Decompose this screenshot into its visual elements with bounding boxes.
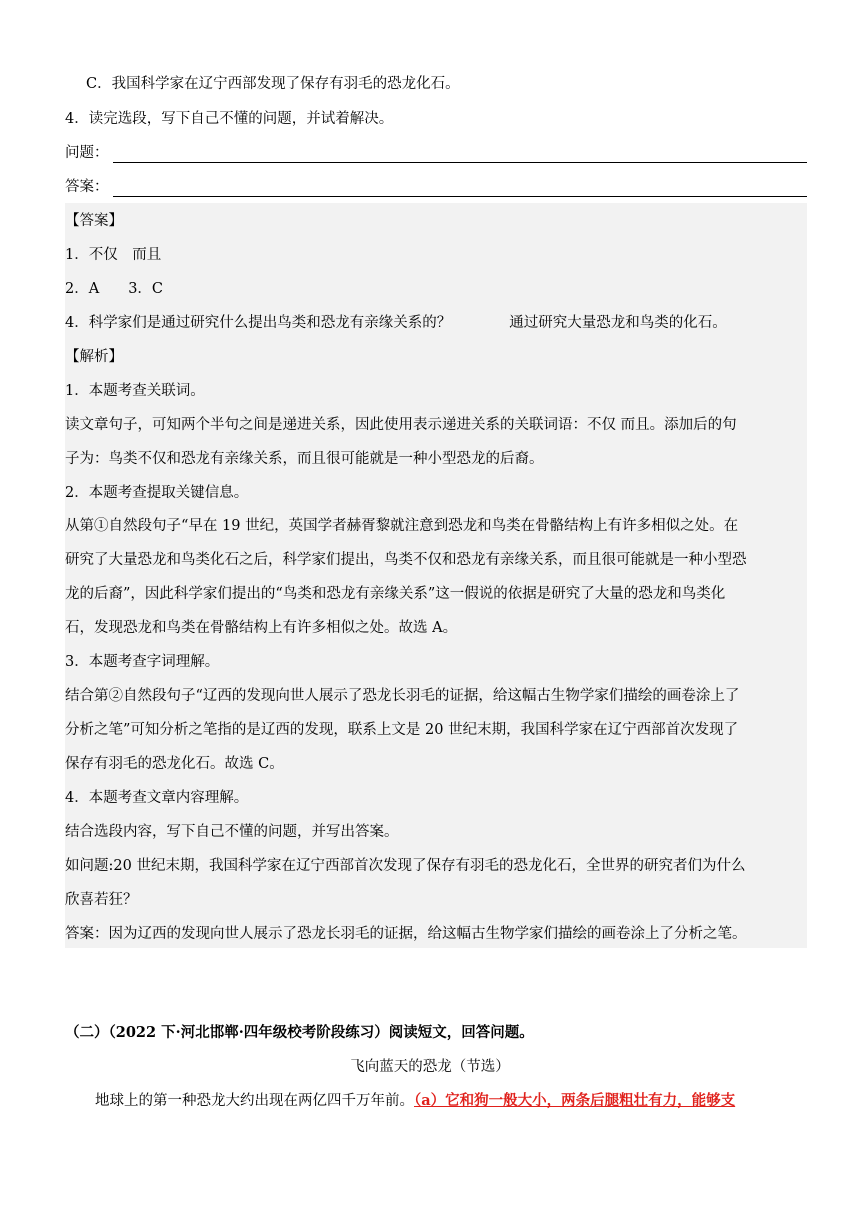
answer-4-answer: 通过研究大量恐龙和鸟类的化石。 xyxy=(509,315,727,331)
analysis-line: 分析之笔”可知分析之笔指的是辽西的发现，联系上文是 20 世纪末期，我国科学家在辽宁西部首次发现了 xyxy=(65,722,739,738)
analysis-line: 读文章句子，可知两个半句之间是递进关系，因此使用表示递进关系的关联词语：不仅 而且。添加后的句 xyxy=(65,417,737,433)
question-fill-row xyxy=(65,143,807,163)
answer-4-question: 4．科学家们是通过研究什么提出鸟类和恐龙有亲缘关系的？ xyxy=(65,315,452,331)
question-blank[interactable] xyxy=(113,146,808,163)
passage-title: 飞向蓝天的恐龙（节选） xyxy=(350,1059,510,1075)
analysis-line: 答案：因为辽西的发现向世人展示了恐龙长羽毛的证据，给这幅古生物学家们描绘的画卷涂上了分析之笔。 xyxy=(65,926,747,942)
analysis-line: 保存有羽毛的恐龙化石。故选 C。 xyxy=(65,756,284,772)
question-4: 4．读完选段，写下自己不懂的问题，并试着解决。 xyxy=(65,111,394,127)
answer-header: 【答案】 xyxy=(65,213,123,229)
analysis-line: 结合第②自然段句子“辽西的发现向世人展示了恐龙长羽毛的证据，给这幅古生物学家们描绘的画卷涂上了 xyxy=(65,688,740,704)
analysis-line: 石，发现恐龙和鸟类在骨骼结构上有许多相似之处。故选 A。 xyxy=(65,620,458,636)
analysis-line: 欣喜若狂？ xyxy=(65,892,138,908)
analysis-line: 2．本题考查提取关键信息。 xyxy=(65,485,249,501)
passage-text: 地球上的第一种恐龙大约出现在两亿四千万年前。 xyxy=(95,1093,414,1109)
answer-fill-row xyxy=(65,177,807,197)
analysis-line: 龙的后裔”，因此科学家们提出的“鸟类和恐龙有亲缘关系”这一假说的依据是研究了大量的恐龙和鸟类化 xyxy=(65,586,726,602)
answer-label: 答案： xyxy=(65,179,109,195)
analysis-line: 结合选段内容，写下自己不懂的问题，并写出答案。 xyxy=(65,824,399,840)
answer-2-3: 2．A 3．C xyxy=(65,281,164,297)
analysis-line: 4．本题考查文章内容理解。 xyxy=(65,790,249,806)
analysis-line: 1．本题考查关联词。 xyxy=(65,383,205,399)
analysis-line: 3．本题考查字词理解。 xyxy=(65,654,220,670)
answer-1: 1．不仅 而且 xyxy=(65,247,162,263)
highlighted-sentence-a: （a）它和狗一般大小，两条后腿粗壮有力，能够支 xyxy=(414,1092,736,1109)
section-2-header: （二）（2022 下·河北邯郸·四年级校考阶段练习）阅读短文，回答问题。 xyxy=(65,1024,534,1041)
analysis-line: 研究了大量恐龙和鸟类化石之后，科学家们提出，鸟类不仅和恐龙有亲缘关系，而且很可能就是一种小型恐 xyxy=(65,552,747,568)
option-c: C．我国科学家在辽宁西部发现了保存有羽毛的恐龙化石。 xyxy=(86,76,460,92)
analysis-line: 子为：鸟类不仅和恐龙有亲缘关系，而且很可能就是一种小型恐龙的后裔。 xyxy=(65,451,544,467)
question-label: 问题： xyxy=(65,145,109,161)
analysis-line: 从第①自然段句子“早在 19 世纪，英国学者赫胥黎就注意到恐龙和鸟类在骨骼结构上有许多相似之处。在 xyxy=(65,518,739,534)
analysis-header: 【解析】 xyxy=(65,349,123,365)
answer-blank[interactable] xyxy=(113,180,808,197)
answer-4 xyxy=(65,313,727,333)
analysis-line: 如问题:20 世纪末期，我国科学家在辽宁西部首次发现了保存有羽毛的恐龙化石，全世界的研究者们为什么 xyxy=(65,858,746,874)
passage-paragraph xyxy=(95,1091,735,1111)
